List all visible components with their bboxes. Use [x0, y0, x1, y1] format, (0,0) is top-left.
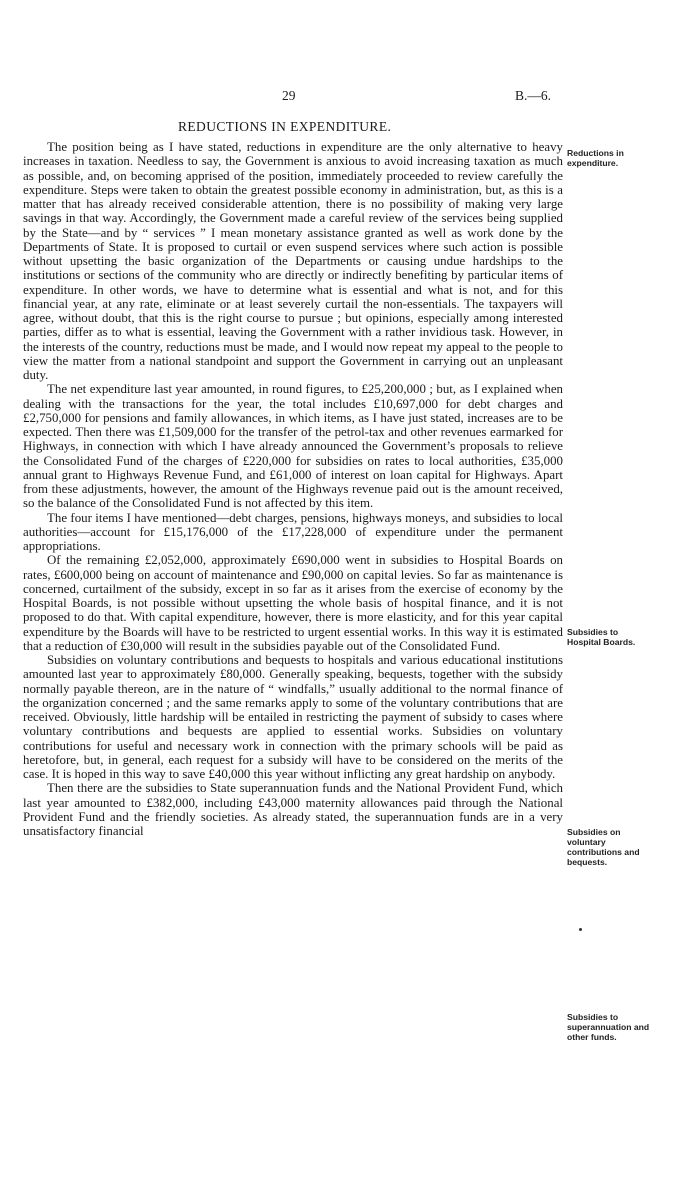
paragraph-superannuation: Then there are the subsidies to State superannuation funds and the National Provident Fund, which last year amounted to £382,000, including £43,000 maternity allowances paid through the National Provident Fund and the friendly societies. As already stated, the superannuation funds are in a very unsatisfactory financial [23, 781, 563, 838]
paragraph-voluntary-contributions: Subsidies on voluntary contributions and bequests to hospitals and various educational institutions amounted last year to approximately £80,000. Generally speaking, bequests, together with the subsidy normally payable thereon, are in the nature of “ windfalls,” usually additional to the normal finance of the organization concerned ; and the same remarks apply to some of the voluntary contributions that are received. Obviously, little hardship will be entailed in restricting the payment of subsidy to cases where voluntary contributions and bequests are applied to essential works. Subsidies on voluntary contributions for useful and necessary work in connection with the primary schools will be paid as heretofore, but, in general, each request for a subsidy will have to be considered on the merits of the case. It is hoped in this way to save £40,000 this year without inflicting any great hardship on anybody. [23, 653, 563, 781]
paragraph-hospital-boards: Of the remaining £2,052,000, approximately £690,000 went in subsidies to Hospital Boards on rates, £600,000 being on account of maintenance and £90,000 on capital levies. So far as maintenance is concerned, curtailment of the subsidy, except in so far as it arises from the exercise of economy by the Hospital Boards, is not possible without upsetting the whole basis of hospital finance, and it is not proposed to do that. With capital expenditure, however, there is more elasticity, and for this year capital expenditure by the Boards will have to be restricted to urgent essential works. In this way it is estimated that a reduction of £30,000 will result in the subsidies payable out of the Consolidated Fund. [23, 553, 563, 653]
margin-note-hospital-boards: Subsidies to Hospital Boards. [567, 627, 636, 647]
paragraph-four-items: The four items I have mentioned—debt charges, pensions, highways moneys, and subsidies to local authorities—account for £15,176,000 of the £17,228,000 of expenditure under the permanent appropriations. [23, 510, 563, 553]
paragraph-net-expenditure: The net expenditure last year amounted, in round figures, to £25,200,000 ; but, as I explained when dealing with the transactions for the year, the total includes £10,697,000 for debt charges and £2,750,000 for pensions and family allowances, in which items, as I have just stated, increases are to be expected. Then there was £1,509,000 for the transfer of the petrol-tax and other revenues earmarked for Highways, in connection with which I have already announced the Government’s proposals to relieve the Consolidated Fund of the charges of £220,000 for subsidies on rates to local authorities, £35,000 annual grant to Highways Revenue Fund, and £61,000 of interest on loan capital for Highways. Apart from these adjustments, however, the amount of the Highways revenue paid out is the amount received, so the balance of the Consolidated Fund is not affected by this item. [23, 382, 563, 511]
margin-note-superannuation: Subsidies to superannuation and other funds. [567, 1012, 650, 1042]
document-code: B.—6. [515, 88, 552, 103]
body-text [23, 140, 563, 838]
section-heading: REDUCTIONS IN EXPENDITURE. [178, 119, 392, 134]
margin-note-voluntary-contributions: Subsidies on voluntary contributions and bequests. [567, 827, 640, 867]
ink-speck [579, 928, 582, 931]
page-number: 29 [282, 88, 296, 103]
margin-note-reductions: Reductions in expenditure. [567, 148, 624, 168]
paragraph-reductions: The position being as I have stated, reductions in expenditure are the only alternative to heavy increases in taxation. Needless to say, the Government is anxious to avoid increasing taxation as much as possible, and, on becoming apprised of the position, immediately proceeded to review carefully the expenditure. Steps were taken to obtain the greatest possible economy in administration, but, as this is a matter that has already received considerable attention, there is no possibility of making very large savings in that way. Accordingly, the Government made a careful review of the services being supplied by the State—and by “ services ” I mean monetary assistance granted as well as work done by the Departments of State. It is proposed to curtail or even suspend services where such action is possible without upsetting the basic organization of the Departments or causing undue hardships to the institutions or sections of the community who are directly or indirectly benefiting by particular items of expenditure. In other words, we have to determine what is essential and what is not, and for this financial year, at any rate, eliminate or at least severely curtail the non-essentials. The taxpayers will agree, without doubt, that this is the right course to pursue ; but opinions, especially among interested parties, differ as to what is essential, leaving the Government with a rather invidious task. However, in the interests of the country, reductions must be made, and I would now repeat my appeal to the people to view the matter from a national standpoint and support the Government in carrying out an unpleasant duty. [23, 140, 563, 382]
